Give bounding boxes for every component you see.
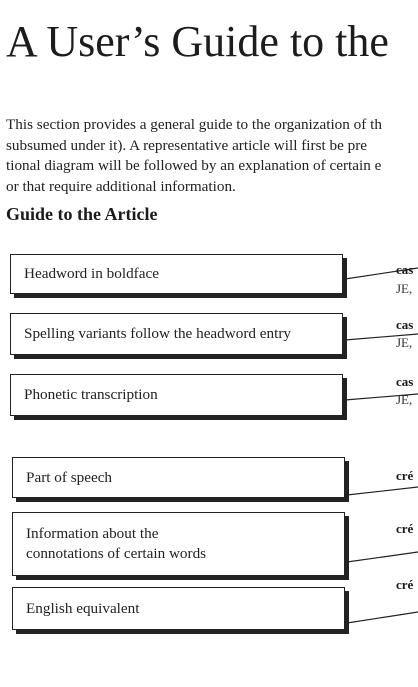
intro-line: or that require additional information. [6, 177, 236, 195]
annotation-part-of-speech [12, 457, 345, 498]
annotation-label: Phonetic transcription [24, 386, 158, 403]
example-fragment: JE, [396, 281, 413, 296]
example-fragment: cas [396, 374, 414, 389]
connector-line [347, 487, 418, 495]
example-fragment: JE, [396, 335, 413, 350]
connector-line [347, 552, 418, 562]
annotation-label: Spelling variants follow the headword entry [24, 325, 291, 342]
annotation-spelling-variants [10, 313, 343, 355]
section-heading: Guide to the Article [6, 204, 158, 224]
example-fragment: cré [396, 521, 414, 536]
annotation-label: Information about the connotations of certain words [26, 525, 207, 562]
annotation-label: Headword in boldface [24, 265, 159, 282]
annotation-phonetic-transcription [10, 374, 343, 416]
annotation-english-equivalent [12, 587, 345, 630]
example-fragment: cas [396, 262, 414, 277]
annotation-label: English equivalent [26, 599, 140, 617]
annotation-headword [10, 254, 343, 294]
annotation-connotations [12, 512, 345, 576]
connector-line [347, 612, 418, 623]
example-fragment: cré [396, 577, 414, 592]
example-fragment: cas [396, 317, 414, 332]
annotation-label: Part of speech [26, 468, 113, 486]
intro-line: This section provides a general guide to the organization of th [6, 116, 382, 133]
example-fragment: cré [396, 468, 414, 483]
intro-line: subsumed under it). A representative article will first be pre [6, 136, 368, 154]
example-fragment: JE, [396, 392, 413, 407]
intro-line: tional diagram will be followed by an explanation of certain e [6, 157, 382, 174]
page-title: A User’s Guide to the [6, 17, 389, 66]
